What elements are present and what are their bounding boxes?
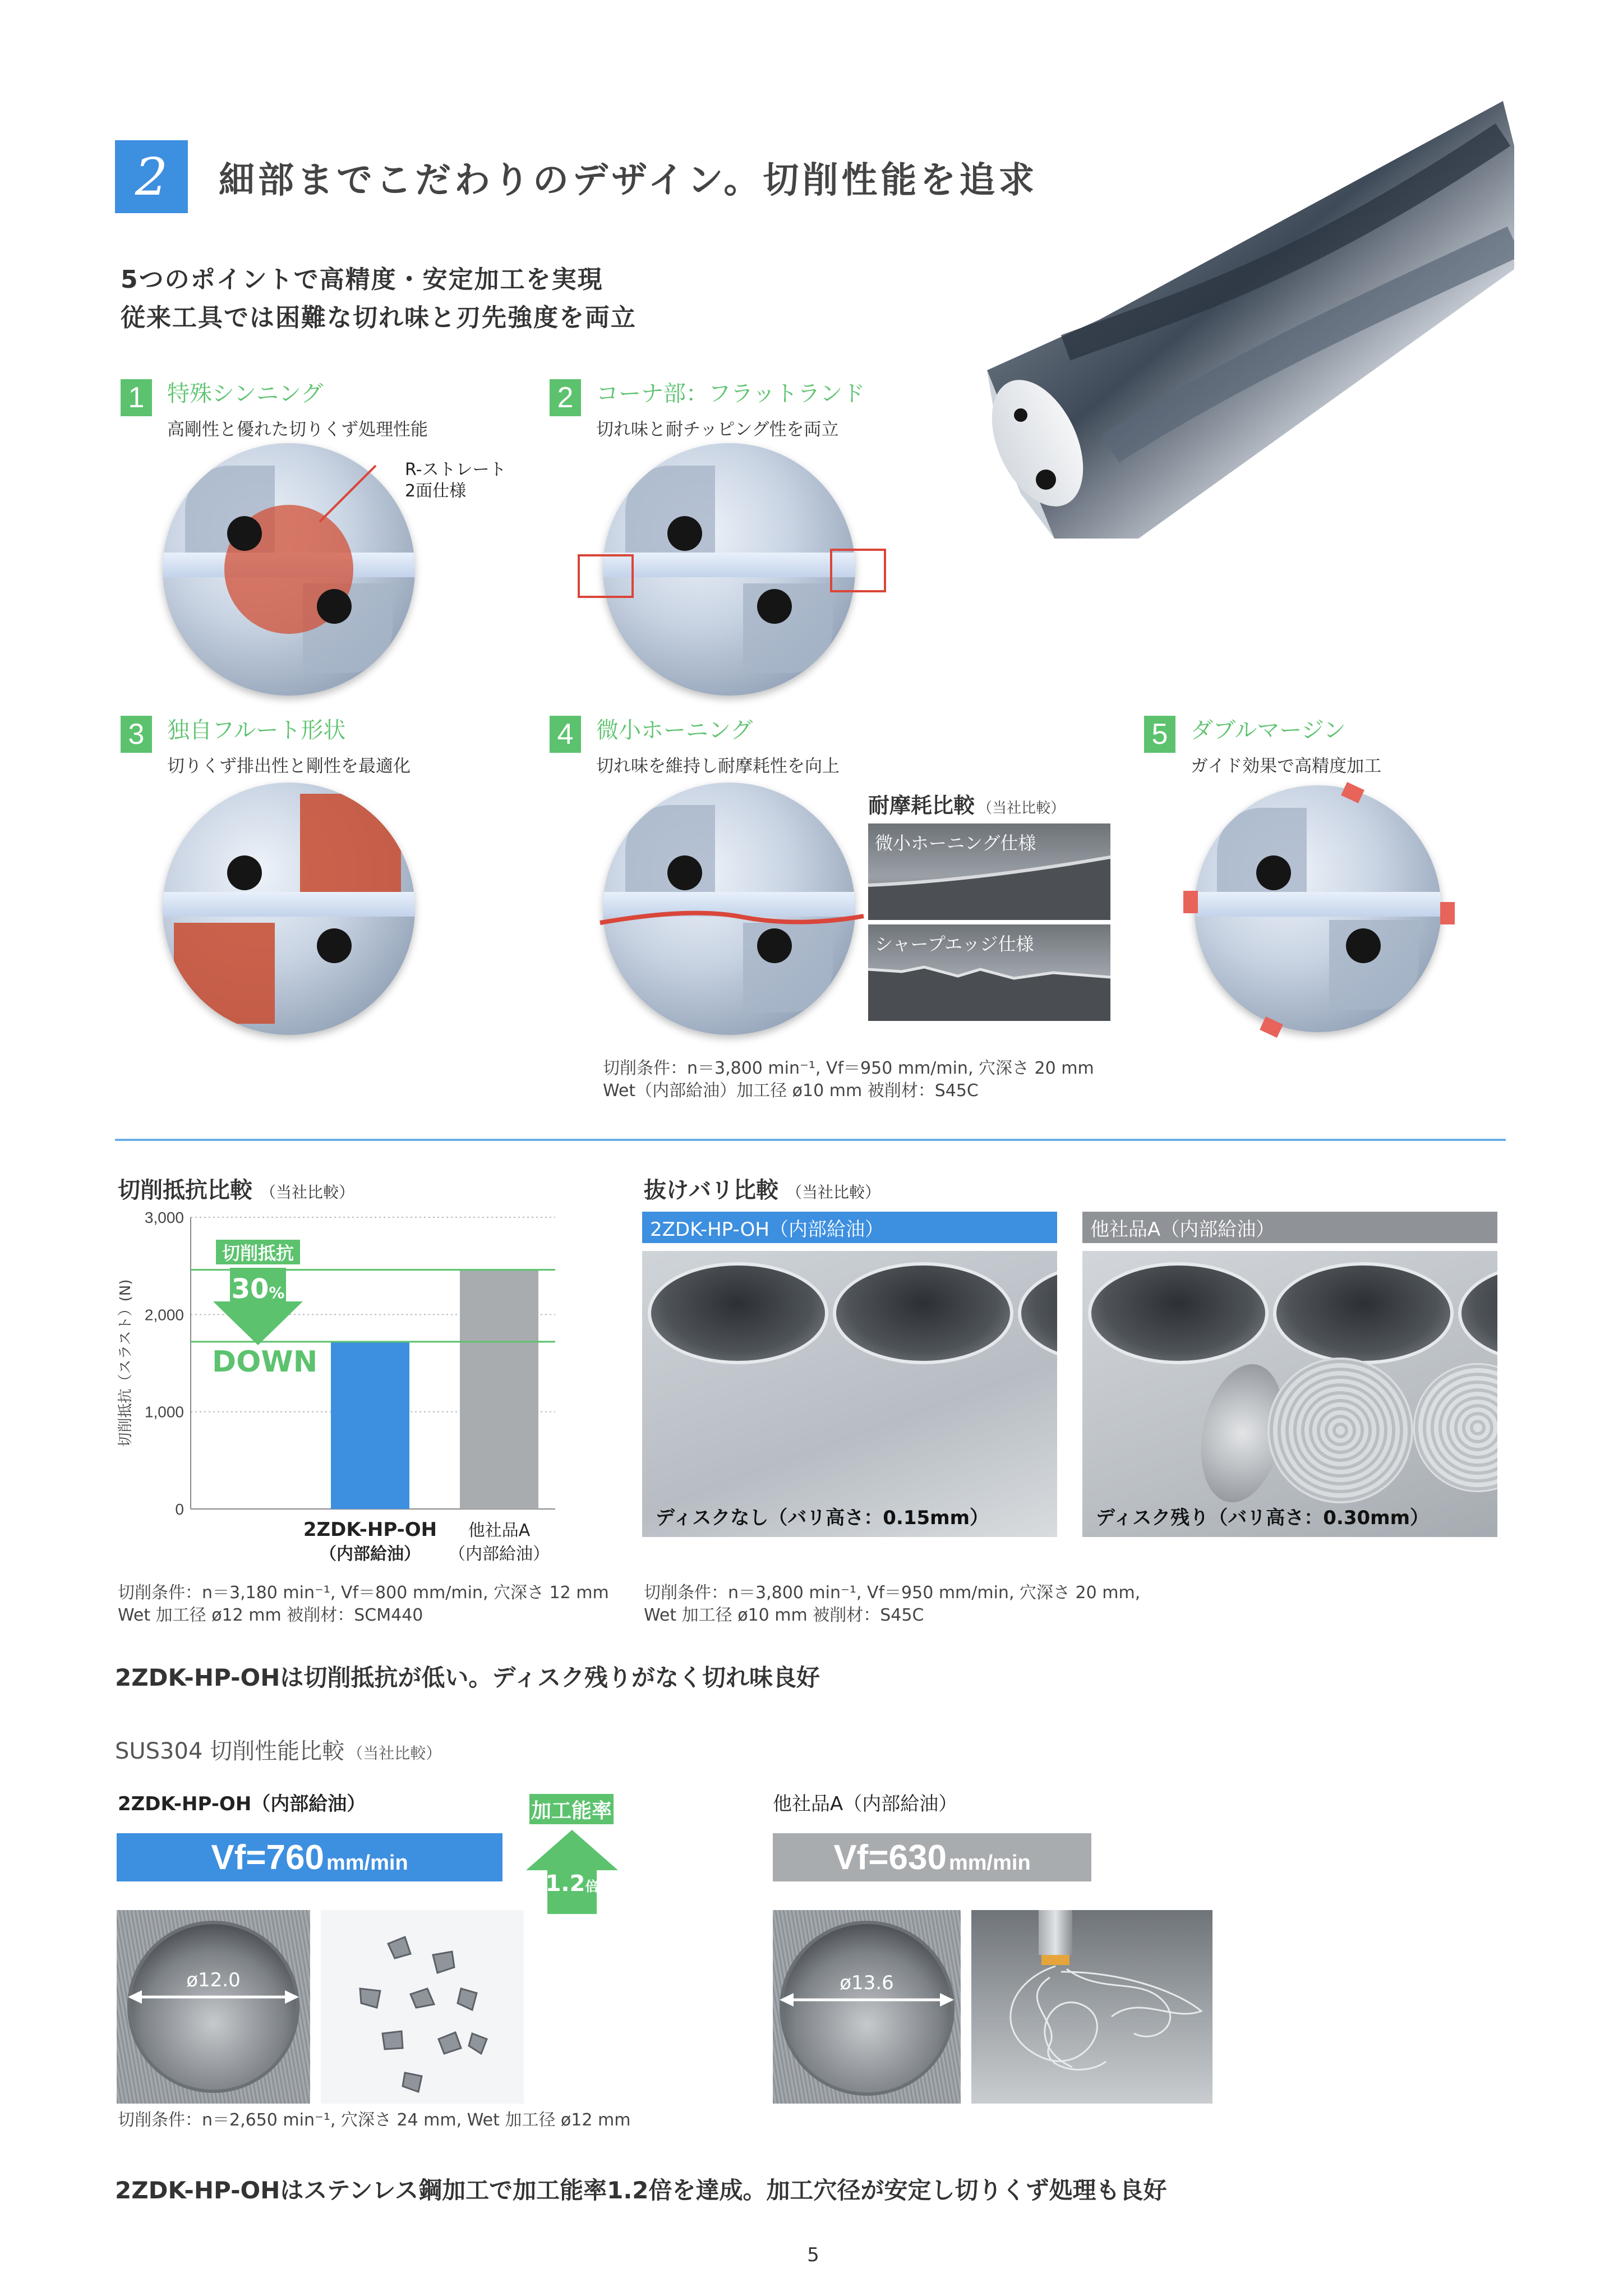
resistance-bar-chart xyxy=(107,1206,594,1565)
section-number: 2 xyxy=(135,146,168,207)
wear-panel-2-label: シャープエッジ仕様 xyxy=(875,933,1034,955)
point-4-desc: 切れ味を維持し耐摩耗性を向上 xyxy=(596,756,840,776)
sus-right-vf-value: Vf=630 xyxy=(833,1838,947,1877)
sus-condition: 切削条件：n＝2,650 min⁻¹, 穴深さ 24 mm, Wet 加工径 ø12 mm xyxy=(118,2110,631,2130)
sus-title xyxy=(115,1733,441,1765)
resistance-badge xyxy=(208,1240,318,1380)
point-4-title: 微小ホーニング xyxy=(596,717,753,743)
resistance-badge-top-label: 切削抵抗 xyxy=(216,1240,300,1264)
sus-left-vf-unit: mm/min xyxy=(326,1851,408,1875)
y-axis-label: 切削抵抗（スラスト）(N) xyxy=(117,1279,134,1447)
section-divider xyxy=(115,1139,1506,1141)
sus-hole-photo-own xyxy=(117,1910,310,2104)
margin-marker-left xyxy=(1183,891,1198,913)
sus-chips-photo-competitor xyxy=(971,1910,1212,2104)
wear-condition-line-1: 切削条件：n＝3,800 min⁻¹, Vf＝950 mm/min, 穴深さ 20 mm xyxy=(603,1059,1094,1078)
sus-title-sub: （当社比較） xyxy=(347,1744,442,1763)
point-3-title: 独自フルート形状 xyxy=(167,717,346,743)
sus-left-vf-bar xyxy=(117,1833,502,1881)
sus-right-vf-unit: mm/min xyxy=(948,1851,1031,1875)
point-1-number: 1 xyxy=(121,379,152,416)
burr-condition-line-1: 切削条件：n＝3,800 min⁻¹, Vf＝950 mm/min, 穴深さ 20 mm, xyxy=(644,1583,1141,1603)
y-tick-label: 3,000 xyxy=(144,1209,184,1226)
x-category-label: （内部給油） xyxy=(320,1544,421,1564)
x-category-label: 他社品A xyxy=(468,1521,531,1540)
sus-rate-label: 加工能率 xyxy=(529,1794,614,1824)
burr-left-caption: ディスクなし（バリ高さ：0.15mm） xyxy=(656,1507,989,1529)
bar-competitor xyxy=(460,1270,538,1509)
sus-own-diameter: ø12.0 xyxy=(186,1969,241,1991)
sus-left-label: 2ZDK-HP-OH（内部給油） xyxy=(118,1793,366,1815)
sus-left-vf-value: Vf=760 xyxy=(211,1838,324,1877)
point-1-callout-line1: R-ストレート xyxy=(405,460,506,480)
resistance-badge-percent: 30% xyxy=(231,1273,285,1305)
sus-rate-value: 1.2倍 xyxy=(545,1871,599,1897)
burr-title-sub: （当社比較） xyxy=(786,1183,881,1202)
wear-photo-sharp-edge xyxy=(868,924,1110,1021)
sus-title-text: SUS304 切削性能比較 xyxy=(115,1738,345,1764)
resistance-title-sub: （当社比較） xyxy=(260,1183,355,1202)
point-2-title: コーナ部：フラットランド xyxy=(596,381,865,407)
burr-title xyxy=(644,1172,880,1204)
wear-photo-honing xyxy=(868,823,1110,920)
point-1-callout-line2: 2面仕様 xyxy=(405,481,467,501)
burr-right-header: 他社品A（内部給油） xyxy=(1082,1212,1497,1243)
margin-marker-right xyxy=(1440,902,1455,924)
summary-sus: 2ZDK-HP-OHはステンレス鋼加工で加工能率1.2倍を達成。加工穴径が安定し切りくず処理も良好 xyxy=(115,2177,1167,2204)
wear-condition-line-2: Wet（内部給油）加工径 ø10 mm 被削材：S45C xyxy=(603,1081,979,1101)
resistance-condition-line-2: Wet 加工径 ø12 mm 被削材：SCM440 xyxy=(118,1605,423,1625)
point-4-number: 4 xyxy=(550,716,581,753)
point-1-callout-line xyxy=(314,454,381,527)
point-1-title: 特殊シンニング xyxy=(167,381,324,407)
point-3-desc: 切りくず排出性と剛性を最適化 xyxy=(167,756,411,776)
point-2-number: 2 xyxy=(550,379,581,416)
point-1-desc: 高剛性と優れた切りくず処理性能 xyxy=(167,420,428,440)
resistance-badge-down: DOWN xyxy=(212,1345,318,1379)
burr-photo-competitor xyxy=(1082,1251,1497,1537)
wear-title xyxy=(868,788,1065,819)
point-5-title: ダブルマージン xyxy=(1191,717,1346,743)
point-2-highlight-left xyxy=(578,554,634,598)
sus-right-vf-bar xyxy=(773,1833,1091,1881)
intro-line-2: 従来工具では困難な切れ味と刃先強度を両立 xyxy=(121,303,637,332)
point-5-tool-end-image xyxy=(1195,785,1441,1032)
drill-photo xyxy=(953,56,1514,583)
summary-resistance: 2ZDK-HP-OHは切削抵抗が低い。ディスク残りがなく切れ味良好 xyxy=(115,1664,820,1691)
point-5-number: 5 xyxy=(1144,716,1175,753)
page-number: 5 xyxy=(807,2244,819,2266)
point-2-tool-end-image xyxy=(603,443,855,696)
burr-condition-line-2: Wet 加工径 ø10 mm 被削材：S45C xyxy=(644,1605,924,1625)
x-category-label: 2ZDK-HP-OH xyxy=(303,1519,437,1541)
sus-hole-photo-competitor xyxy=(773,1910,961,2104)
burr-photo-own xyxy=(642,1251,1057,1537)
y-tick-label: 1,000 xyxy=(144,1403,184,1421)
burr-title-text: 抜けバリ比較 xyxy=(644,1177,778,1203)
y-tick-label: 2,000 xyxy=(144,1306,184,1324)
point-3-number: 3 xyxy=(121,716,152,753)
section-number-badge xyxy=(115,140,188,213)
sus-right-label: 他社品A（内部給油） xyxy=(773,1793,958,1815)
y-tick-label: 0 xyxy=(175,1501,184,1518)
page-title: 細部までこだわりのデザイン。切削性能を追求 xyxy=(219,160,1038,201)
wear-title-text: 耐摩耗比較 xyxy=(868,793,975,818)
wear-panel-1-label: 微小ホーニング仕様 xyxy=(875,832,1036,854)
point-5-desc: ガイド効果で高精度加工 xyxy=(1191,756,1382,776)
wear-title-sub: （当社比較） xyxy=(978,800,1066,817)
resistance-title-text: 切削抵抗比較 xyxy=(118,1177,252,1203)
burr-right-caption: ディスク残り（バリ高さ：0.30mm） xyxy=(1096,1507,1430,1529)
resistance-condition-line-1: 切削条件：n＝3,180 min⁻¹, Vf＝800 mm/min, 穴深さ 12 mm xyxy=(118,1583,609,1603)
sus-chips-photo-own xyxy=(321,1910,524,2104)
bar-own xyxy=(331,1342,409,1509)
point-2-desc: 切れ味と耐チッピング性を両立 xyxy=(596,420,839,440)
point-2-highlight-right xyxy=(830,549,886,592)
resistance-title xyxy=(118,1172,354,1204)
point-4-honing-edge-line xyxy=(597,906,866,934)
intro-line-1: 5つのポイントで高精度・安定加工を実現 xyxy=(121,265,603,294)
burr-left-header: 2ZDK-HP-OH（内部給油） xyxy=(642,1212,1057,1243)
x-category-label: （内部給油） xyxy=(449,1544,550,1564)
sus-competitor-diameter: ø13.6 xyxy=(840,1972,894,1994)
point-3-tool-end-image xyxy=(163,783,415,1035)
